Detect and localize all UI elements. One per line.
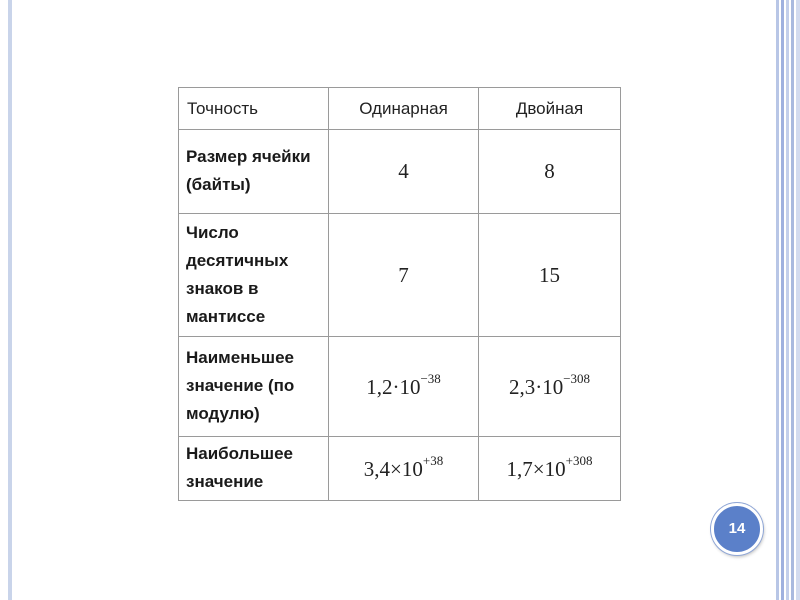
header-double: Двойная bbox=[479, 88, 621, 130]
precision-comparison-table bbox=[178, 87, 621, 501]
table-row bbox=[179, 214, 621, 337]
table-row bbox=[179, 437, 621, 501]
min-double-base: 2,3·10 bbox=[508, 374, 564, 399]
table-header-row bbox=[179, 88, 621, 130]
max-value-double bbox=[479, 437, 621, 501]
right-decorative-stripes bbox=[774, 0, 800, 600]
left-frame-line bbox=[8, 0, 12, 600]
header-single: Одинарная bbox=[329, 88, 479, 130]
decimal-digits-single: 7 bbox=[329, 214, 479, 337]
slide-number-badge: 14 bbox=[711, 503, 763, 555]
header-precision: Точность bbox=[179, 88, 329, 130]
table-row bbox=[179, 337, 621, 437]
decimal-digits-double: 15 bbox=[479, 214, 621, 337]
max-value-single bbox=[329, 437, 479, 501]
max-double-base: 1,7×10 bbox=[506, 456, 566, 481]
min-single-base: 1,2·10 bbox=[366, 374, 421, 399]
min-double-exponent: −308 bbox=[563, 370, 591, 386]
max-single-base: 3,4×10 bbox=[363, 456, 423, 481]
cell-size-double: 8 bbox=[479, 130, 621, 214]
row-label-min-value: Наименьшее значение (по модулю) bbox=[179, 337, 329, 437]
max-double-exponent: +308 bbox=[565, 452, 593, 468]
max-single-exponent: +38 bbox=[422, 452, 444, 468]
row-label-max-value: Наибольшее значение bbox=[179, 437, 329, 501]
cell-size-single: 4 bbox=[329, 130, 479, 214]
min-single-exponent: −38 bbox=[420, 370, 441, 386]
min-value-double bbox=[479, 337, 621, 437]
min-value-single bbox=[329, 337, 479, 437]
table-row bbox=[179, 130, 621, 214]
row-label-decimal-digits: Число десятичных знаков в мантиссе bbox=[179, 214, 329, 337]
row-label-cell-size: Размер ячейки (байты) bbox=[179, 130, 329, 214]
